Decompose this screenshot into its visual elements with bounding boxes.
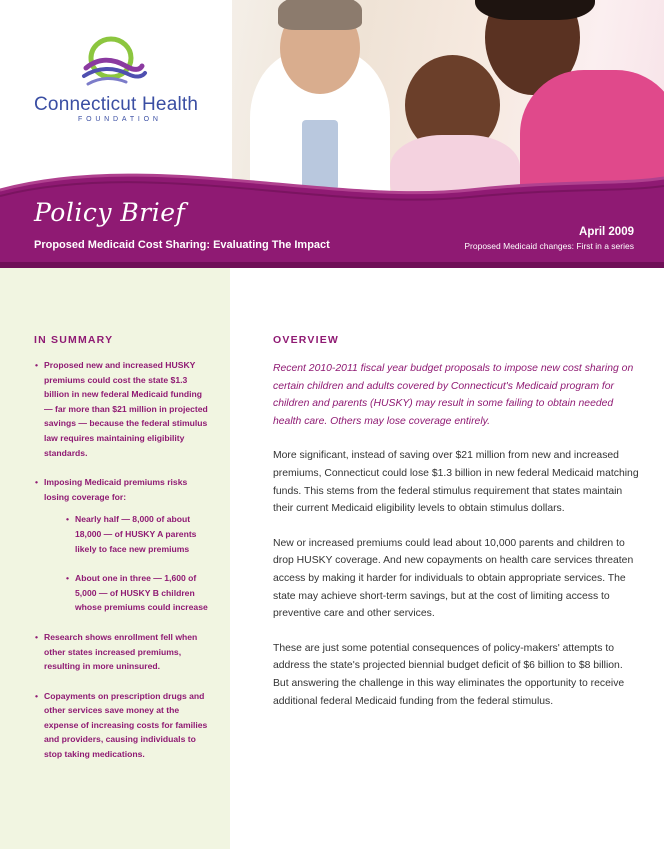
logo-subname: FOUNDATION <box>78 116 162 123</box>
summary-item <box>0 358 230 460</box>
overview-paragraph: More significant, instead of saving over $21 million from new and increased premiums, Connecticut could lose $1.3 billion in new federal Medicaid matching funds. This stems from the federal stimulus requirement that states maintain their current Medicaid eligibility levels to obtain stimulus dollars. <box>273 450 639 515</box>
summary-item-text: Copayments on prescription drugs and other services save money at the expense of increasing costs for families and providers, causing individuals to stop taking medications. <box>44 690 208 760</box>
overview-paragraph: New or increased premiums could lead about 10,000 parents and children to drop HUSKY coverage. And new copayments on health care services threaten access by making it harder for individuals to obtain appropriate services. The state may achieve short-term savings, but at the cost of limiting access to preventive care and other services. <box>273 537 634 620</box>
bullet-icon: • <box>66 573 70 584</box>
overview-intro: Recent 2010-2011 fiscal year budget proposals to impose new cost sharing on certain children and adults covered by Connecticut's Medicaid program for children and parents (HUSKY) may result in some failing to obtain needed health care. Others may lose coverage entirely. <box>273 363 634 427</box>
summary-title: IN SUMMARY <box>34 334 114 346</box>
summary-item <box>0 475 230 504</box>
policy-brief-title: Policy Brief <box>34 198 186 227</box>
logo-name: Connecticut Health <box>34 94 199 115</box>
overview-paragraph: These are just some potential consequences of policy-makers' attempts to address the state's projected biennial budget deficit of $6 billion to $8 billion. But answering the challenge in this way eliminates the opportunity to receive additional federal Medicaid funding from the federal stimulus. <box>273 642 625 707</box>
purple-banner <box>0 0 664 268</box>
brief-date: April 2009 <box>579 226 634 238</box>
summary-item-text: Nearly half — 8,000 of about 18,000 — of HUSKY A parents likely to face new premiums <box>75 514 197 554</box>
summary-item <box>0 630 230 674</box>
bullet-icon: • <box>35 477 39 488</box>
summary-item-text: Proposed new and increased HUSKY premiums could cost the state $1.3 billion in new federal Medicaid funding — far more than $21 million in projected savings — because the federal stimulus law requires maintaining eligibility standards. <box>44 360 208 458</box>
overview-section <box>273 334 639 727</box>
bullet-icon: • <box>35 631 39 642</box>
summary-item <box>0 689 230 762</box>
summary-list <box>0 358 230 777</box>
series-note: Proposed Medicaid changes: First in a series <box>464 241 634 251</box>
summary-item-text: Imposing Medicaid premiums risks losing coverage for: <box>44 477 188 502</box>
header <box>0 0 664 268</box>
bullet-icon: • <box>35 690 39 701</box>
summary-item-text: Research shows enrollment fell when other states increased premiums, resulting in more uninsured. <box>44 631 198 672</box>
summary-subitem <box>0 512 230 556</box>
summary-subitem <box>0 571 230 615</box>
bullet-icon: • <box>66 514 70 525</box>
overview-title: OVERVIEW <box>273 334 340 346</box>
bullet-icon: • <box>35 360 39 370</box>
brief-subtitle: Proposed Medicaid Cost Sharing: Evaluating The Impact <box>34 239 330 251</box>
summary-item-text: About one in three — 1,600 of 5,000 — of HUSKY B children whose premiums could increase <box>75 573 208 613</box>
